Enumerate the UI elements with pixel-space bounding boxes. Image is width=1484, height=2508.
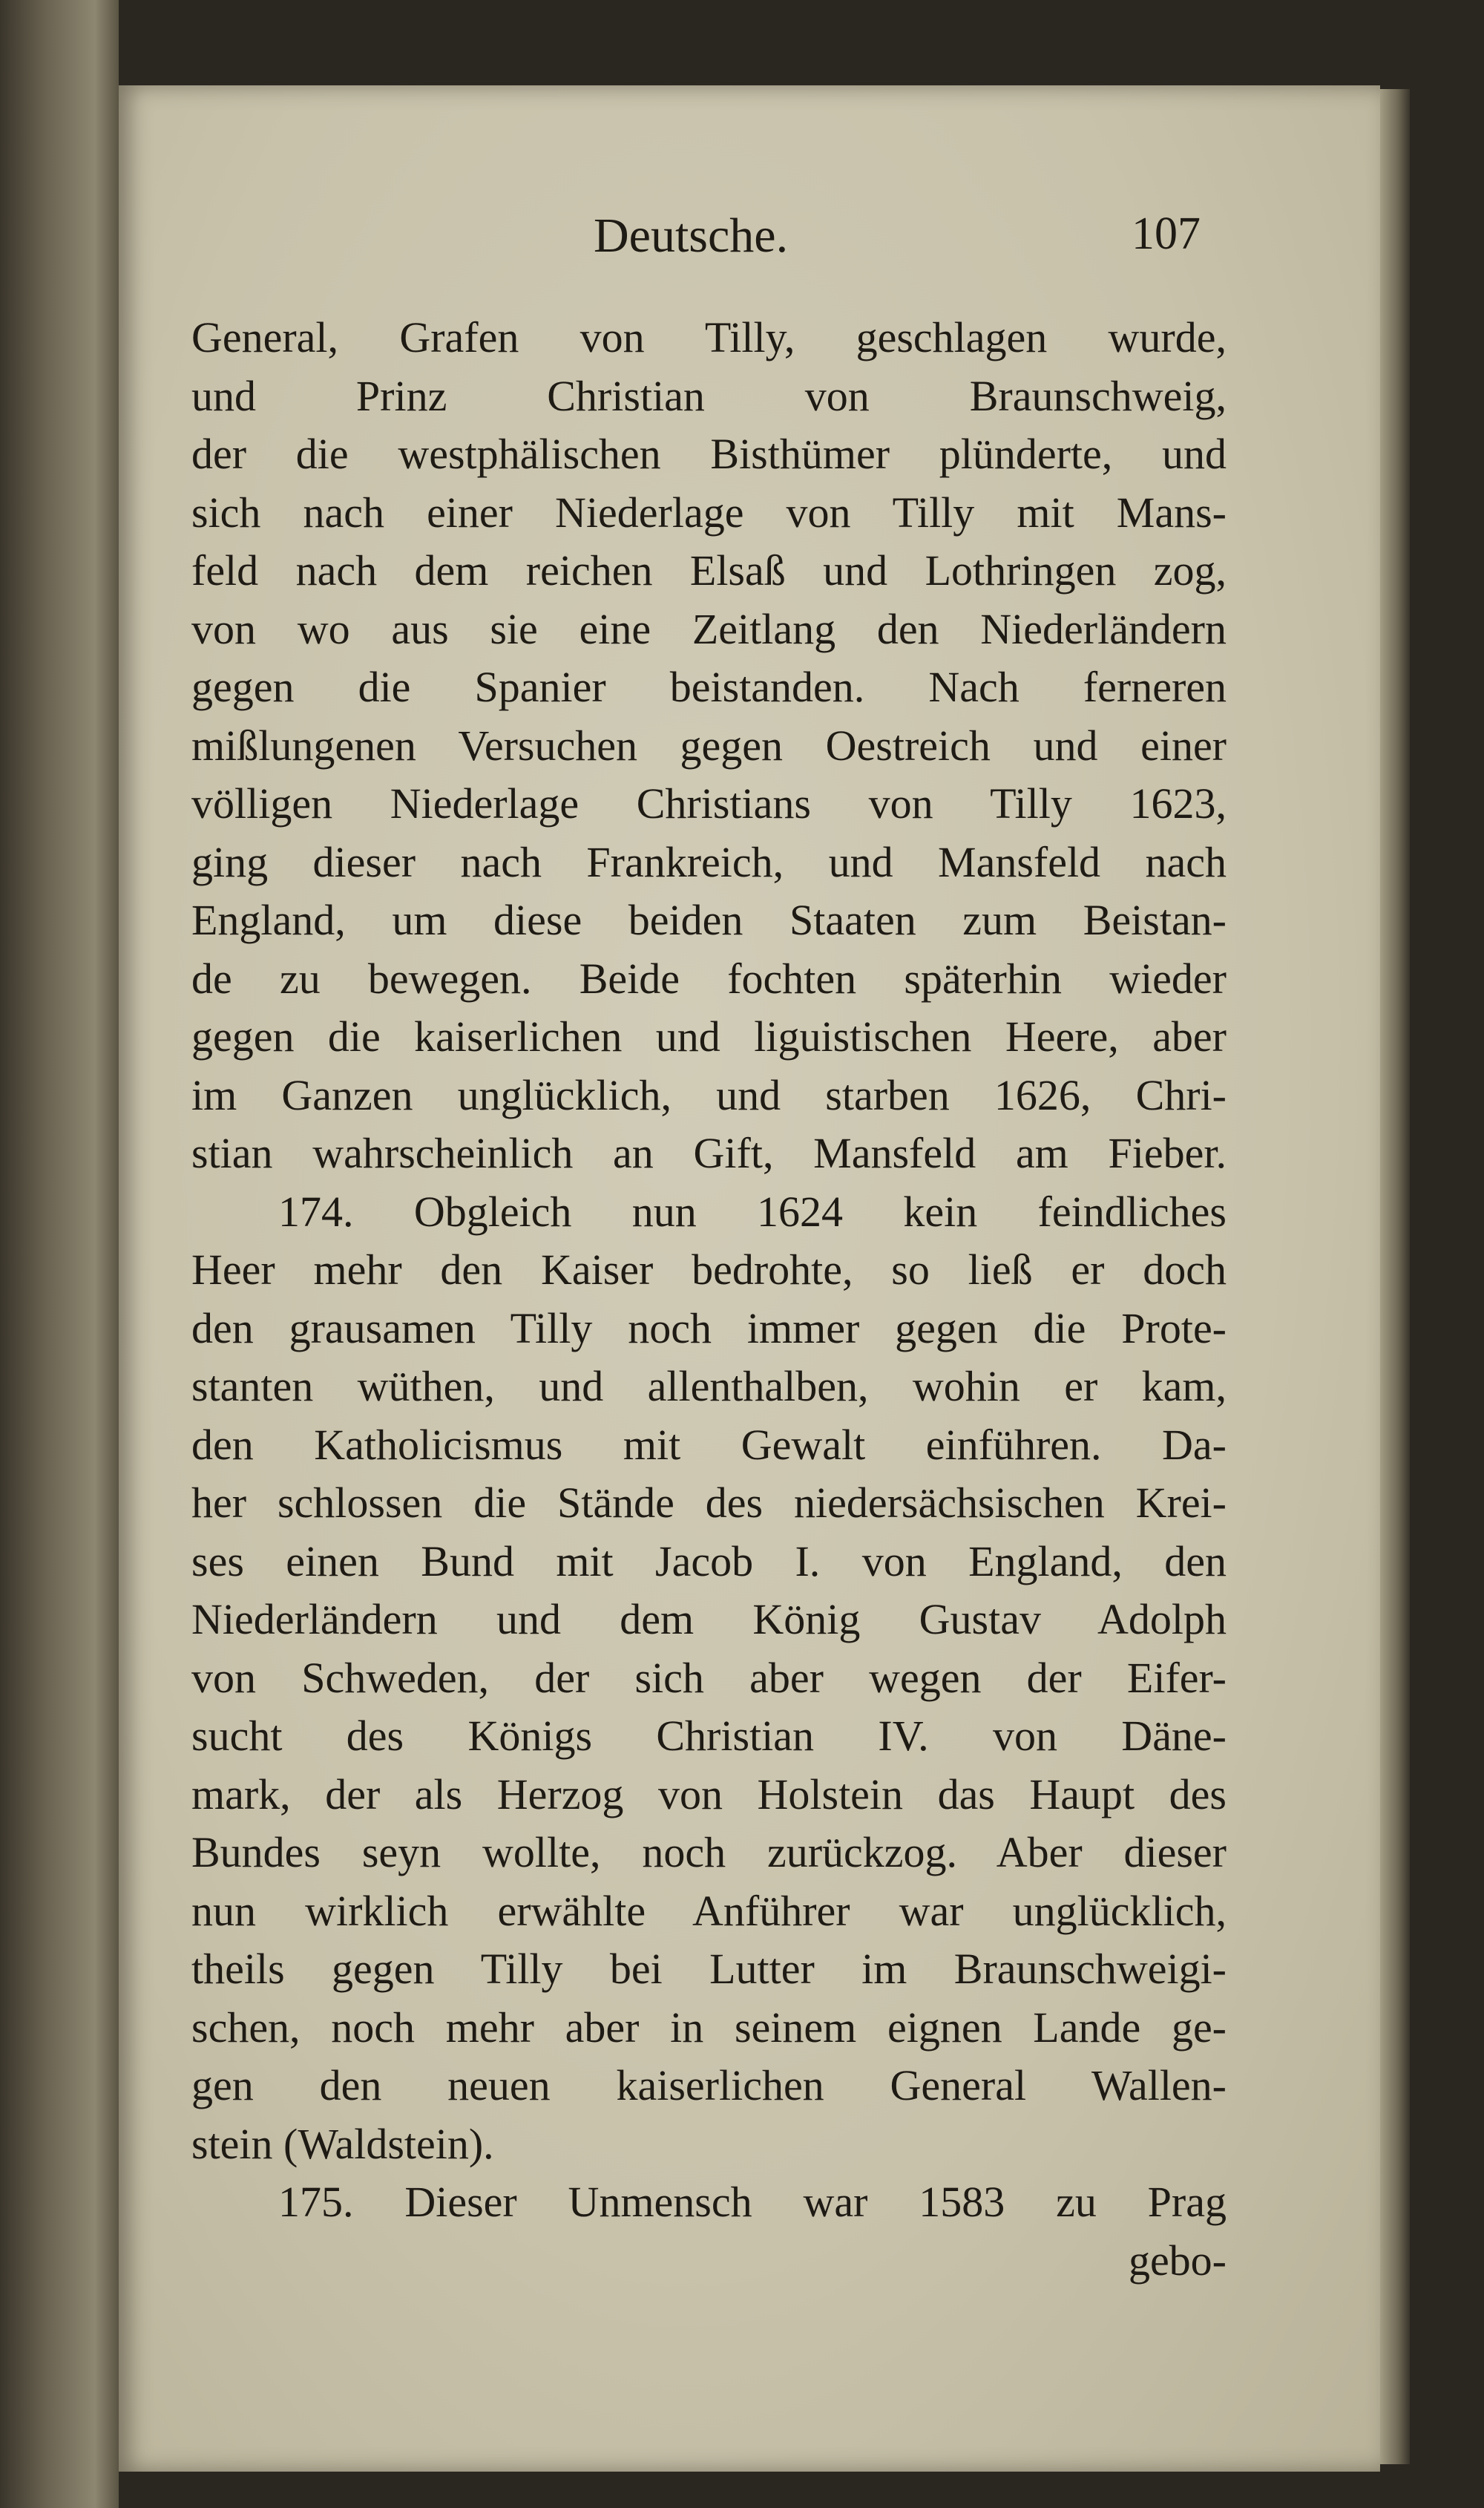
- page-stack-edge: [1380, 89, 1410, 2464]
- running-header: Deutsche.: [594, 209, 789, 263]
- text-line: gegen die kaiserlichen und liguistischen Heere, aber: [191, 1012, 1227, 1061]
- page-number: 107: [1132, 209, 1201, 259]
- facing-page-edge: [0, 0, 119, 2508]
- text-line: stian wahrscheinlich an Gift, Mansfeld am Fieber.: [191, 1129, 1227, 1177]
- text-line: mißlungenen Versuchen gegen Oestreich und einer: [191, 721, 1227, 770]
- text-line: schen, noch mehr aber in seinem eignen Lande ge-: [191, 2003, 1227, 2052]
- text-line: stein (Waldstein).: [191, 2119, 494, 2168]
- text-line: von wo aus sie eine Zeitlang den Niederländern: [191, 604, 1227, 653]
- text-line: gebo-: [1128, 2236, 1227, 2285]
- text-line: stanten wüthen, und allenthalben, wohin er kam,: [191, 1362, 1227, 1410]
- text-line: General, Grafen von Tilly, geschlagen wurde,: [191, 313, 1227, 361]
- text-line: gegen die Spanier beistanden. Nach ferneren: [191, 663, 1227, 711]
- text-line: Bundes seyn wollte, noch zurückzog. Aber dieser: [191, 1828, 1227, 1876]
- text-line: von Schweden, der sich aber wegen der Eifer-: [191, 1653, 1227, 1702]
- text-line: Niederländern und dem König Gustav Adolph: [191, 1595, 1227, 1643]
- text-line: und Prinz Christian von Braunschweig,: [191, 371, 1227, 420]
- text-line: gen den neuen kaiserlichen General Wallen-: [191, 2061, 1227, 2109]
- text-line: Heer mehr den Kaiser bedrohte, so ließ er doch: [191, 1245, 1227, 1294]
- text-line: nun wirklich erwählte Anführer war unglücklich,: [191, 1886, 1227, 1935]
- text-line: feld nach dem reichen Elsaß und Lothringen zog,: [191, 546, 1227, 595]
- text-line: 175. Dieser Unmensch war 1583 zu Prag: [278, 2178, 1227, 2226]
- text-line: de zu bewegen. Beide fochten späterhin wieder: [191, 954, 1227, 1003]
- text-line: ses einen Bund mit Jacob I. von England, den: [191, 1536, 1227, 1585]
- text-line: völligen Niederlage Christians von Tilly 1623,: [191, 779, 1227, 828]
- text-line: sich nach einer Niederlage von Tilly mit Mans-: [191, 488, 1227, 537]
- text-line: England, um diese beiden Staaten zum Beistan-: [191, 896, 1227, 944]
- text-line: her schlossen die Stände des niedersächsischen Krei-: [191, 1479, 1227, 1527]
- text-line: ging dieser nach Frankreich, und Mansfeld nach: [191, 837, 1227, 886]
- text-line: der die westphälischen Bisthümer plünderte, und: [191, 430, 1227, 478]
- text-line: den grausamen Tilly noch immer gegen die Prote-: [191, 1303, 1227, 1352]
- text-line: theils gegen Tilly bei Lutter im Braunschweigi-: [191, 1945, 1227, 1993]
- text-line: den Katholicismus mit Gewalt einführen. Da-: [191, 1420, 1227, 1469]
- text-line: mark, der als Herzog von Holstein das Haupt des: [191, 1769, 1227, 1818]
- text-line: im Ganzen unglücklich, und starben 1626, Chri-: [191, 1070, 1227, 1119]
- text-line: sucht des Königs Christian IV. von Däne-: [191, 1712, 1227, 1760]
- text-line: 174. Obgleich nun 1624 kein feindliches: [278, 1187, 1227, 1236]
